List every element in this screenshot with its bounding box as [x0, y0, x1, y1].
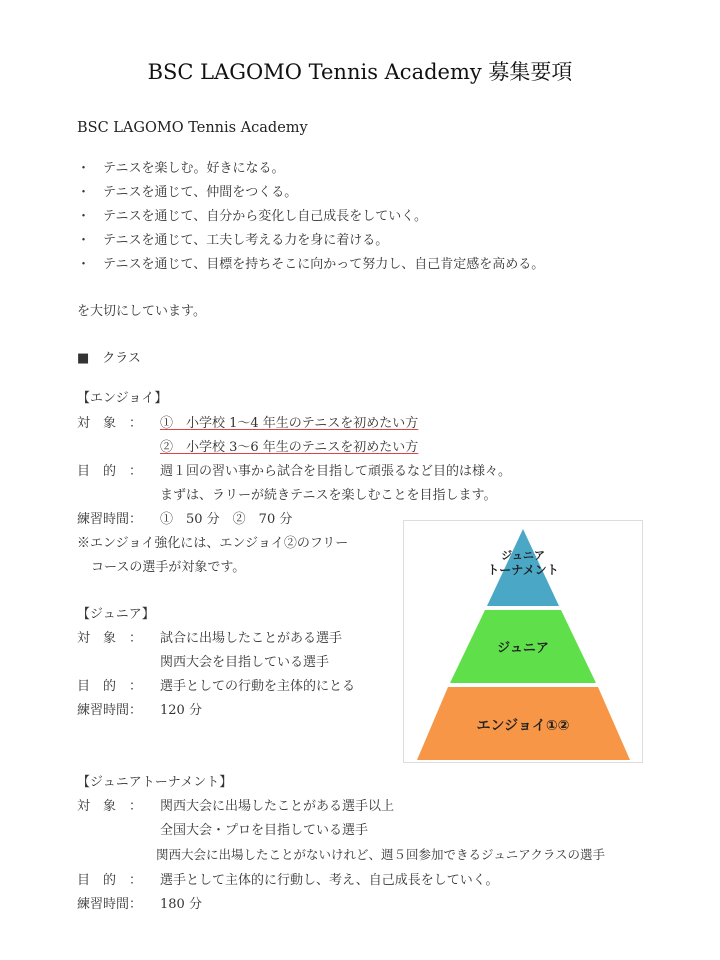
- enjoy-purpose-2: まずは、ラリーが続きテニスを楽しむことを目指します。: [160, 488, 497, 503]
- time-label: 練習時間：: [77, 512, 143, 527]
- purpose-label: 目 的 ：: [77, 679, 143, 694]
- page-title: BSC LAGOMO Tennis Academy 募集要項: [147, 60, 573, 84]
- junior-tournament-heading: 【ジュニアトーナメント】: [77, 775, 233, 790]
- enjoy-target-1: ① 小学校 1～4 年生のテニスを初めたい方: [160, 416, 419, 431]
- bullet-mark: ・: [77, 185, 91, 200]
- bullet-item: テニスを通じて、工夫し考える力を身に着ける。: [103, 233, 389, 248]
- target-label: 対 象 ：: [77, 416, 143, 431]
- bullet-mark: ・: [77, 233, 91, 248]
- bullet-mark: ・: [77, 209, 91, 224]
- jt-target-3: 関西大会に出場したことがないけれど、週５回参加できるジュニアクラスの選手: [156, 847, 606, 862]
- jt-target-1: 関西大会に出場したことがある選手以上: [160, 799, 395, 814]
- target-label: 対 象 ：: [77, 799, 143, 814]
- time-label: 練習時間：: [77, 703, 143, 718]
- pyramid-bottom-label: エンジョイ①②: [476, 718, 570, 734]
- target-label: 対 象 ：: [77, 631, 143, 646]
- enjoy-heading: 【エンジョイ】: [77, 391, 168, 406]
- academy-name: BSC LAGOMO Tennis Academy: [77, 120, 308, 136]
- enjoy-note-1: ※エンジョイ強化には、エンジョイ②のフリー: [77, 536, 349, 551]
- purpose-label: 目 的 ：: [77, 464, 143, 479]
- junior-heading: 【ジュニア】: [77, 607, 155, 622]
- bullet-mark: ・: [77, 161, 91, 176]
- bullet-item: テニスを通じて、目標を持ちそこに向かって努力し、自己肯定感を高める。: [103, 257, 545, 272]
- junior-target-1: 試合に出場したことがある選手: [160, 631, 343, 646]
- class-heading: ■ クラス: [77, 351, 141, 366]
- junior-purpose-1: 選手としての行動を主体的にとる: [160, 679, 356, 694]
- junior-target-2: 関西大会を目指している選手: [160, 655, 330, 670]
- junior-time: 120 分: [160, 703, 202, 718]
- pyramid-middle-label: ジュニア: [497, 641, 549, 656]
- bullet-item: テニスを楽しむ。好きになる。: [103, 161, 285, 176]
- enjoy-time: ① 50 分 ② 70 分: [160, 512, 293, 527]
- bullet-item: テニスを通じて、自分から変化し自己成長をしていく。: [103, 209, 427, 224]
- pyramid-top-label-line1: ジュニア: [501, 549, 545, 562]
- jt-time: 180 分: [160, 897, 202, 912]
- pyramid-top-label: [483, 549, 563, 577]
- time-label: 練習時間：: [77, 897, 143, 912]
- closing-text: を大切にしています。: [77, 304, 206, 319]
- enjoy-note-2: コースの選手が対象です。: [91, 560, 246, 575]
- bullet-mark: ・: [77, 257, 91, 272]
- jt-target-2: 全国大会・プロを目指している選手: [160, 823, 369, 838]
- class-pyramid: [403, 520, 643, 763]
- pyramid-top-label-line2: トーナメント: [487, 563, 559, 577]
- purpose-label: 目 的 ：: [77, 873, 143, 888]
- enjoy-target-2: ② 小学校 3～6 年生のテニスを初めたい方: [160, 440, 419, 455]
- bullet-item: テニスを通じて、仲間をつくる。: [103, 185, 298, 200]
- enjoy-purpose-1: 週１回の習い事から試合を目指して頑張るなど目的は様々。: [160, 464, 512, 479]
- jt-purpose-1: 選手として主体的に行動し、考え、自己成長をしていく。: [160, 873, 499, 888]
